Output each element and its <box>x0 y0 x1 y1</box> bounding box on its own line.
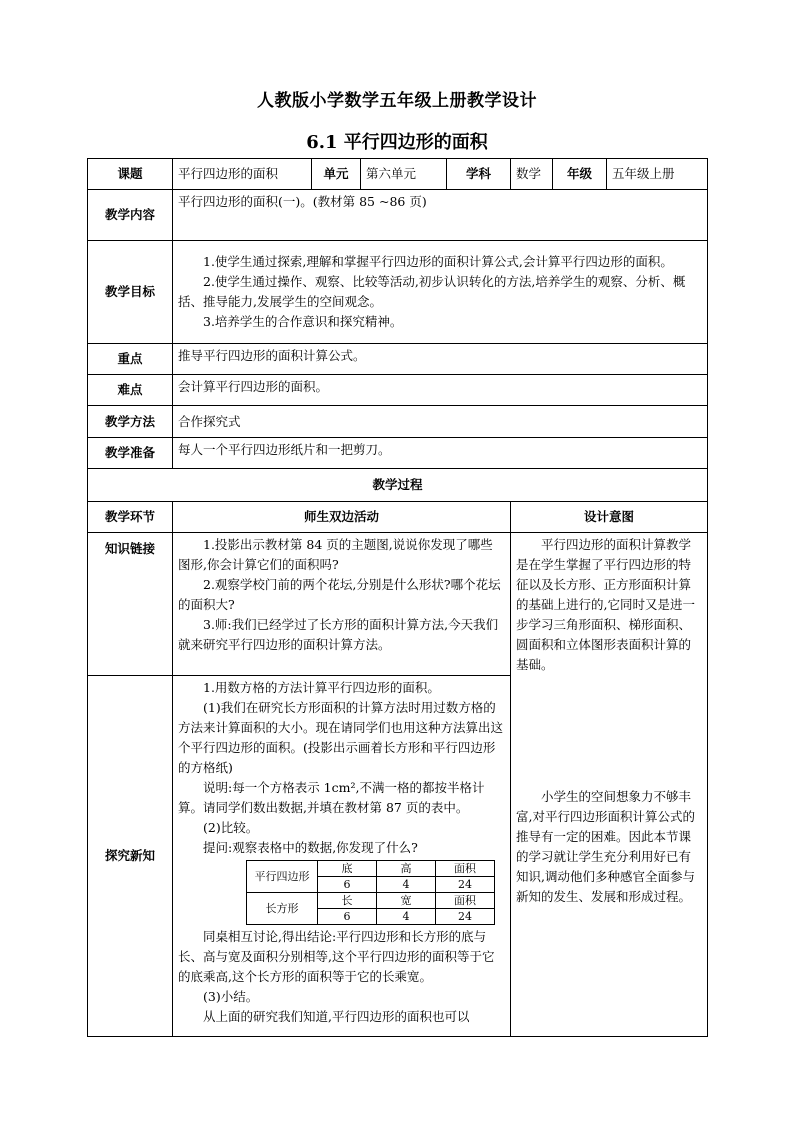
activity-item: (3)小结。 <box>203 989 259 1004</box>
topic-value: 平行四边形的面积 <box>173 159 312 190</box>
intent-text: 平行四边形的面积计算教学是在学生掌握了平行四边形的特征以及长方形、正方形面积计算的基础上进行的,它同时又是进一步学习三角形面积、梯形面积、圆面积和立体图形表面积计算的基础。 <box>516 537 695 672</box>
comparison-cell: 宽 <box>377 893 436 909</box>
process-col-stage: 教学环节 <box>88 502 173 533</box>
comparison-cell: 6 <box>318 877 377 893</box>
explore-label: 探究新知 <box>88 676 173 1037</box>
prep-label: 教学准备 <box>88 438 173 469</box>
comparison-cell: 24 <box>436 909 495 925</box>
activity-item: 2.观察学校门前的两个花坛,分别是什么形状?哪个花坛的面积大? <box>178 577 501 612</box>
content-label: 教学内容 <box>88 190 173 241</box>
document-title: 人教版小学数学五年级上册教学设计 <box>257 91 537 111</box>
topic-label: 课题 <box>88 159 173 190</box>
key-label: 重点 <box>88 344 173 375</box>
prep-value: 每人一个平行四边形纸片和一把剪刀。 <box>173 438 708 469</box>
activity-item: (2)比较。 <box>203 820 259 835</box>
activity-item: 从上面的研究我们知道,平行四边形的面积也可以 <box>203 1009 470 1024</box>
grade-label: 年级 <box>553 159 607 190</box>
activity-item: (1)我们在研究长方形面积的计算方法时用过数方格的方法来计算面积的大小。现在请同学们也用这种方法算出这个平行四边形的面积。(投影出示画着长方形和平行四边形的方格纸) <box>178 700 504 775</box>
goal-item: 1.使学生通过探索,理解和掌握平行四边形的面积计算公式,会计算平行四边形的面积。 <box>203 254 673 269</box>
comparison-cell: 24 <box>436 877 495 893</box>
process-col-intent: 设计意图 <box>511 502 708 533</box>
process-col-activity: 师生双边活动 <box>173 502 511 533</box>
goal-item: 3.培养学生的合作意识和探究精神。 <box>203 314 403 329</box>
unit-value: 第六单元 <box>361 159 447 190</box>
lesson-plan-table <box>87 158 708 1037</box>
content-value: 平行四边形的面积(一)。(教材第 85 ~86 页) <box>173 190 708 241</box>
activity-item: 说明:每一个方格表示 1cm²,不满一格的都按半格计算。请同学们数出数据,并填在教材第 87 页的表中。 <box>178 780 485 815</box>
comparison-cell: 长方形 <box>247 893 318 925</box>
difficulty-value: 会计算平行四边形的面积。 <box>173 375 708 406</box>
comparison-cell: 长 <box>318 893 377 909</box>
process-title: 教学过程 <box>88 469 708 502</box>
link-label: 知识链接 <box>88 533 173 676</box>
comparison-cell: 4 <box>377 909 436 925</box>
difficulty-label: 难点 <box>88 375 173 406</box>
method-value: 合作探究式 <box>173 406 708 438</box>
key-value: 推导平行四边形的面积计算公式。 <box>173 344 708 375</box>
unit-label: 单元 <box>312 159 361 190</box>
link-activity <box>173 533 511 676</box>
intent-text: 小学生的空间想象力不够丰富,对平行四边形面积计算公式的推导有一定的困难。因此本节课的学习就让学生充分利用好已有知识,调动他们多种感官全面参与新知的发生、发展和形成过程。 <box>516 789 695 904</box>
lesson-title: 6.1 平行四边形的面积 <box>306 132 488 153</box>
activity-item: 同桌相互讨论,得出结论:平行四边形和长方形的底与长、高与宽及面积分别相等,这个平行四边形的面积等于它的底乘高,这个长方形的面积等于它的长乘宽。 <box>178 929 495 984</box>
goals-label: 教学目标 <box>88 241 173 344</box>
activity-item: 1.投影出示教材第 84 页的主题图,说说你发现了哪些图形,你会计算它们的面积吗? <box>178 537 493 572</box>
comparison-cell: 高 <box>377 861 436 877</box>
goal-item: 2.使学生通过操作、观察、比较等活动,初步认识转化的方法,培养学生的观察、分析、概括、推导能力,发展学生的空间观念。 <box>178 274 686 309</box>
activity-item: 1.用数方格的方法计算平行四边形的面积。 <box>203 680 440 695</box>
subject-label: 学科 <box>447 159 511 190</box>
comparison-cell: 面积 <box>436 893 495 909</box>
comparison-cell: 底 <box>318 861 377 877</box>
comparison-cell: 平行四边形 <box>247 861 318 893</box>
comparison-cell: 6 <box>318 909 377 925</box>
explore-activity <box>173 676 511 1037</box>
grade-value: 五年级上册 <box>607 159 708 190</box>
intent-cell <box>511 533 708 1037</box>
comparison-table <box>246 860 495 925</box>
activity-item: 提问:观察表格中的数据,你发现了什么? <box>203 840 418 855</box>
method-label: 教学方法 <box>88 406 173 438</box>
comparison-cell: 面积 <box>436 861 495 877</box>
comparison-cell: 4 <box>377 877 436 893</box>
activity-item: 3.师:我们已经学过了长方形的面积计算方法,今天我们就来研究平行四边形的面积计算方法。 <box>178 617 499 652</box>
goals-cell <box>173 241 708 344</box>
subject-value: 数学 <box>511 159 553 190</box>
